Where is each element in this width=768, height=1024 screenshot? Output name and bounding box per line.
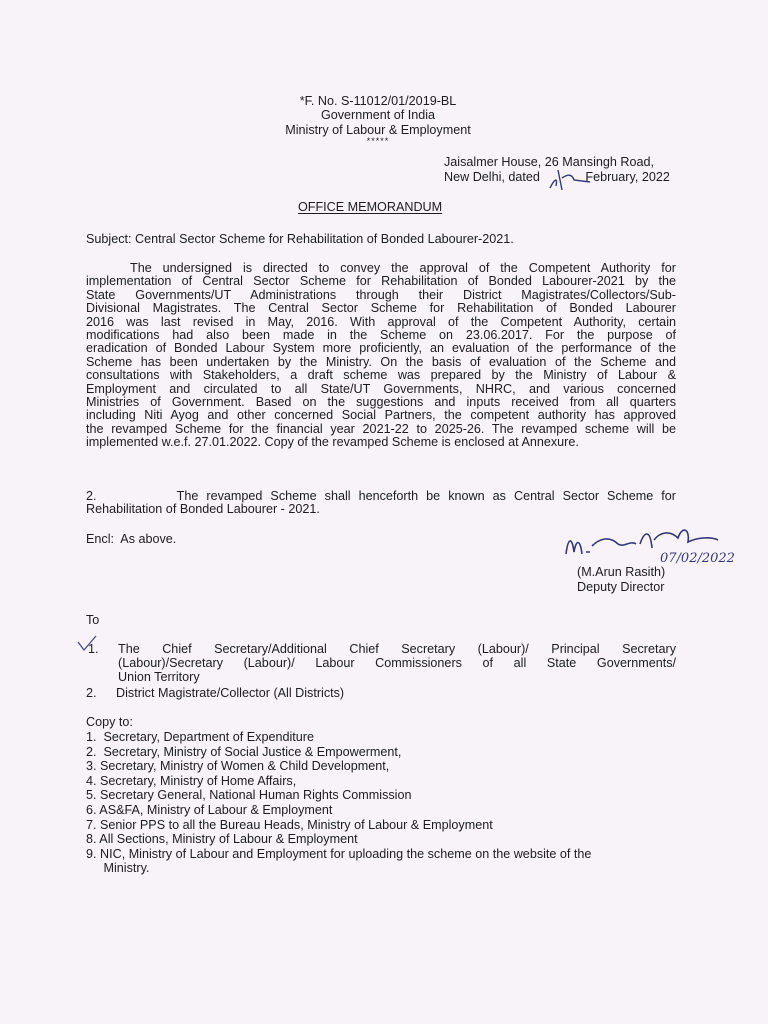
handwritten-day-icon (544, 160, 594, 194)
copy-to-item: 6. AS&FA, Ministry of Labour & Employment (86, 802, 333, 817)
paragraph-1-line: including Niti Ayog and other concerned Social Partners, the competent authority has approved (86, 408, 676, 423)
copy-to-item: 5. Secretary General, National Human Rights Commission (86, 788, 412, 803)
copy-to-item: 4. Secretary, Ministry of Home Affairs, (86, 773, 297, 788)
paragraph-1-line: The undersigned is directed to convey the approval of the Competent Authority for (130, 261, 676, 275)
copy-to-item: Ministry. (86, 861, 150, 876)
signatory-name: (M.Arun Rasith) (577, 565, 666, 579)
paragraph-1-line: the revamped Scheme for the financial year 2021-22 to 2025-26. The revamped scheme will be (86, 421, 676, 436)
file-number: *F. No. S-11012/01/2019-BL (299, 94, 457, 108)
paragraph-1-line: modifications had also been made in the Scheme on 23.06.2017. For the purpose of (86, 327, 676, 342)
paragraph-1-line: 2016 was last revised in May, 2016. With approval of the Competent Authority, certain (86, 314, 676, 329)
paragraph-1-line: State Governments/UT Administrations through their District Magistrates/Collectors/Sub- (86, 287, 676, 302)
to-item-line: District Magistrate/Collector (All Districts) (116, 686, 345, 700)
signature-date: 07/02/2022 (660, 551, 735, 566)
to-label: To (86, 613, 100, 627)
copy-to-item: 8. All Sections, Ministry of Labour & Employment (86, 832, 358, 847)
paragraph-1-line: Divisional Magistrates. The Central Sector Scheme for Rehabilitation of Bonded Labourer (86, 301, 676, 316)
paragraph-1-line: implementation of Central Sector Scheme for Rehabilitation of Bonded Labourer-2021 by the (86, 274, 676, 289)
copy-to-item: 1. Secretary, Department of Expenditure (86, 730, 314, 744)
address-line-2-suffix: February, 2022 (585, 170, 670, 184)
address-line-2-prefix: New Delhi, dated (444, 170, 540, 184)
paragraph-1-line: Employment and circulated to all State/UT Governments, NHRC, and various concerned (86, 381, 676, 396)
office-memorandum-title: OFFICE MEMORANDUM (298, 200, 443, 214)
paragraph-2-line: Rehabilitation of Bonded Labourer - 2021. (86, 502, 320, 517)
to-item-line: The Chief Secretary/Additional Chief Secretary (Labour)/ Principal Secretary (118, 642, 676, 656)
handwritten-signature-icon (560, 518, 760, 566)
paragraph-2-line: 2. The revamped Scheme shall henceforth be known as Central Sector Scheme for (86, 489, 676, 503)
enclosure-line: Encl: As above. (86, 532, 177, 546)
address-line-1: Jaisalmer House, 26 Mansingh Road, (444, 155, 655, 169)
copy-to-item: 2. Secretary, Ministry of Social Justice & Empowerment, (86, 744, 402, 759)
government-line: Government of India (320, 108, 436, 122)
paragraph-1-line: implemented w.e.f. 27.01.2022. Copy of the revamped Scheme is enclosed at Annexure. (86, 435, 579, 450)
copy-to-item: 3. Secretary, Ministry of Women & Child Development, (86, 759, 390, 774)
paragraph-1-line: Scheme has been undertaken by the Ministry. On the basis of evaluation of the Scheme and (86, 354, 676, 369)
ministry-line: Ministry of Labour & Employment (285, 123, 471, 137)
to-list-item (86, 687, 676, 700)
copy-to-item: 7. Senior PPS to all the Bureau Heads, Ministry of Labour & Employment (86, 817, 493, 832)
signatory-designation: Deputy Director (577, 580, 665, 594)
paragraph-1 (86, 262, 676, 449)
paragraph-1-line: Ministries of Government. Based on the suggestions and inputs received from all quarters (86, 394, 676, 409)
copy-to-list (86, 731, 686, 877)
paragraph-1-line: consultations with Stakeholders, a draft scheme was prepared by the Ministry of Labour & (86, 368, 676, 383)
to-item-number: 2. (86, 686, 97, 700)
paragraph-2 (86, 490, 676, 517)
to-list (86, 643, 676, 700)
subject-line: Subject: Central Sector Scheme for Rehabilitation of Bonded Labourer-2021. (86, 232, 514, 246)
to-item-line: (Labour)/Secretary (Labour)/ Labour Commissioners of all State Governments/ (118, 656, 676, 670)
to-item-line: Union Territory (118, 670, 200, 684)
copy-to-label: Copy to: (86, 715, 133, 729)
paragraph-1-line: eradication of Bonded Labour System more proficiently, an evaluation of the performance of the (86, 341, 676, 356)
header-stars: ***** (366, 136, 390, 146)
copy-to-item: 9. NIC, Ministry of Labour and Employment for uploading the scheme on the website of the (86, 846, 592, 861)
to-item-number: 1. (88, 642, 99, 656)
to-list-item (86, 643, 676, 685)
